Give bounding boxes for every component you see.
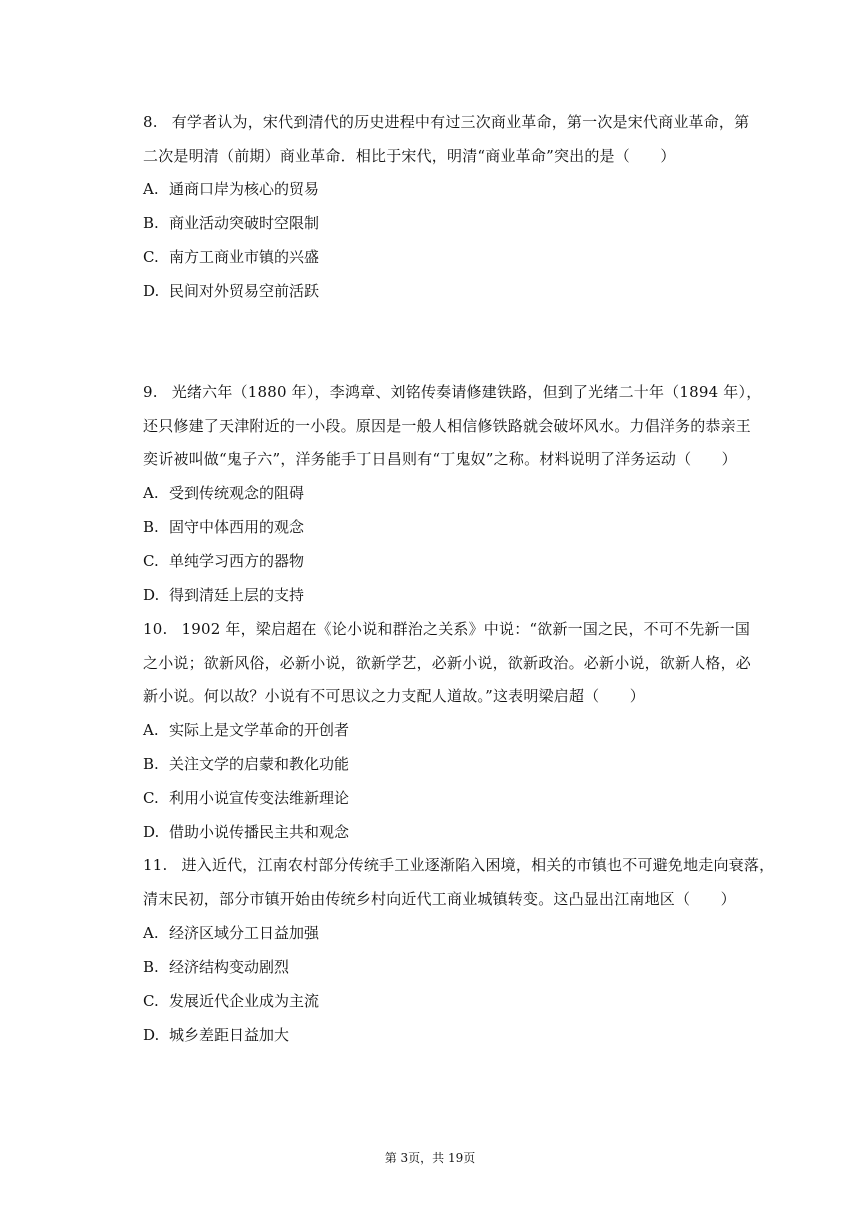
question-10-option-b[interactable]: B. 关注文学的启蒙和教化功能 — [143, 755, 350, 773]
question-9-option-a[interactable]: A. 受到传统观念的阻碍 — [143, 484, 305, 502]
question-8-number: 8. — [143, 113, 158, 131]
question-11-option-d[interactable]: D. 城乡差距日益加大 — [143, 1026, 290, 1044]
question-8-option-a[interactable]: A. 通商口岸为核心的贸易 — [143, 180, 320, 198]
question-10-stem-line-2: 之小说；欲新风俗，必新小说，欲新学艺，必新小说，欲新政治。必新小说，欲新人格，必 — [143, 654, 752, 672]
question-8-stem-line-2: 二次是明清（前期）商业革命．相比于宋代，明清“商业革命”突出的是（ ） — [143, 147, 676, 165]
question-10-number: 10. — [143, 620, 168, 638]
page-number-footer: 第 3页，共 19页 — [384, 1151, 476, 1165]
question-11-option-b[interactable]: B. 经济结构变动剧烈 — [143, 958, 290, 976]
question-8-option-b[interactable]: B. 商业活动突破时空限制 — [143, 214, 320, 232]
question-10-stem-line-1: 10. 1902 年，梁启超在《论小说和群治之关系》中说：“欲新一国之民，不可不先新一国 — [143, 620, 751, 638]
question-11-stem-line-1: 11. 进入近代，江南农村部分传统手工业逐渐陷入困境，相关的市镇也不可避免地走向衰落， — [143, 856, 775, 874]
question-8-option-d[interactable]: D. 民间对外贸易空前活跃 — [143, 282, 320, 300]
question-8-stem-line-1: 8. 有学者认为，宋代到清代的历史进程中有过三次商业革命，第一次是宋代商业革命，第 — [143, 113, 750, 131]
question-11-option-a[interactable]: A. 经济区域分工日益加强 — [143, 924, 320, 942]
question-8-option-c[interactable]: C. 南方工商业市镇的兴盛 — [143, 248, 320, 266]
question-9-option-d[interactable]: D. 得到清廷上层的支持 — [143, 586, 305, 604]
question-10-option-a[interactable]: A. 实际上是文学革命的开创者 — [143, 721, 350, 739]
question-10-option-c[interactable]: C. 利用小说宣传变法维新理论 — [143, 789, 350, 807]
question-10-stem-line-3: 新小说。何以故？小说有不可思议之力支配人道故。”这表明梁启超（ ） — [143, 687, 645, 705]
question-9-stem-line-1: 9. 光绪六年（1880 年），李鸿章、刘铭传奏请修建铁路，但到了光绪二十年（1894 年）， — [143, 383, 762, 401]
question-9-option-c[interactable]: C. 单纯学习西方的器物 — [143, 552, 305, 570]
question-9-stem-line-2: 还只修建了天津附近的一小段。原因是一般人相信修铁路就会破坏风水。力倡洋务的恭亲王 — [143, 417, 752, 435]
question-9-option-b[interactable]: B. 固守中体西用的观念 — [143, 518, 305, 536]
question-9-stem-line-3: 奕䜣被叫做“鬼子六”，洋务能手丁日昌则有“丁鬼奴”之称。材料说明了洋务运动（ ） — [143, 450, 737, 468]
question-9-number: 9. — [143, 383, 158, 401]
question-10-option-d[interactable]: D. 借助小说传播民主共和观念 — [143, 823, 350, 841]
question-11-stem-line-2: 清末民初，部分市镇开始由传统乡村向近代工商业城镇转变。这凸显出江南地区（ ） — [143, 890, 736, 908]
question-11-number: 11. — [143, 856, 168, 874]
question-11-option-c[interactable]: C. 发展近代企业成为主流 — [143, 992, 320, 1010]
